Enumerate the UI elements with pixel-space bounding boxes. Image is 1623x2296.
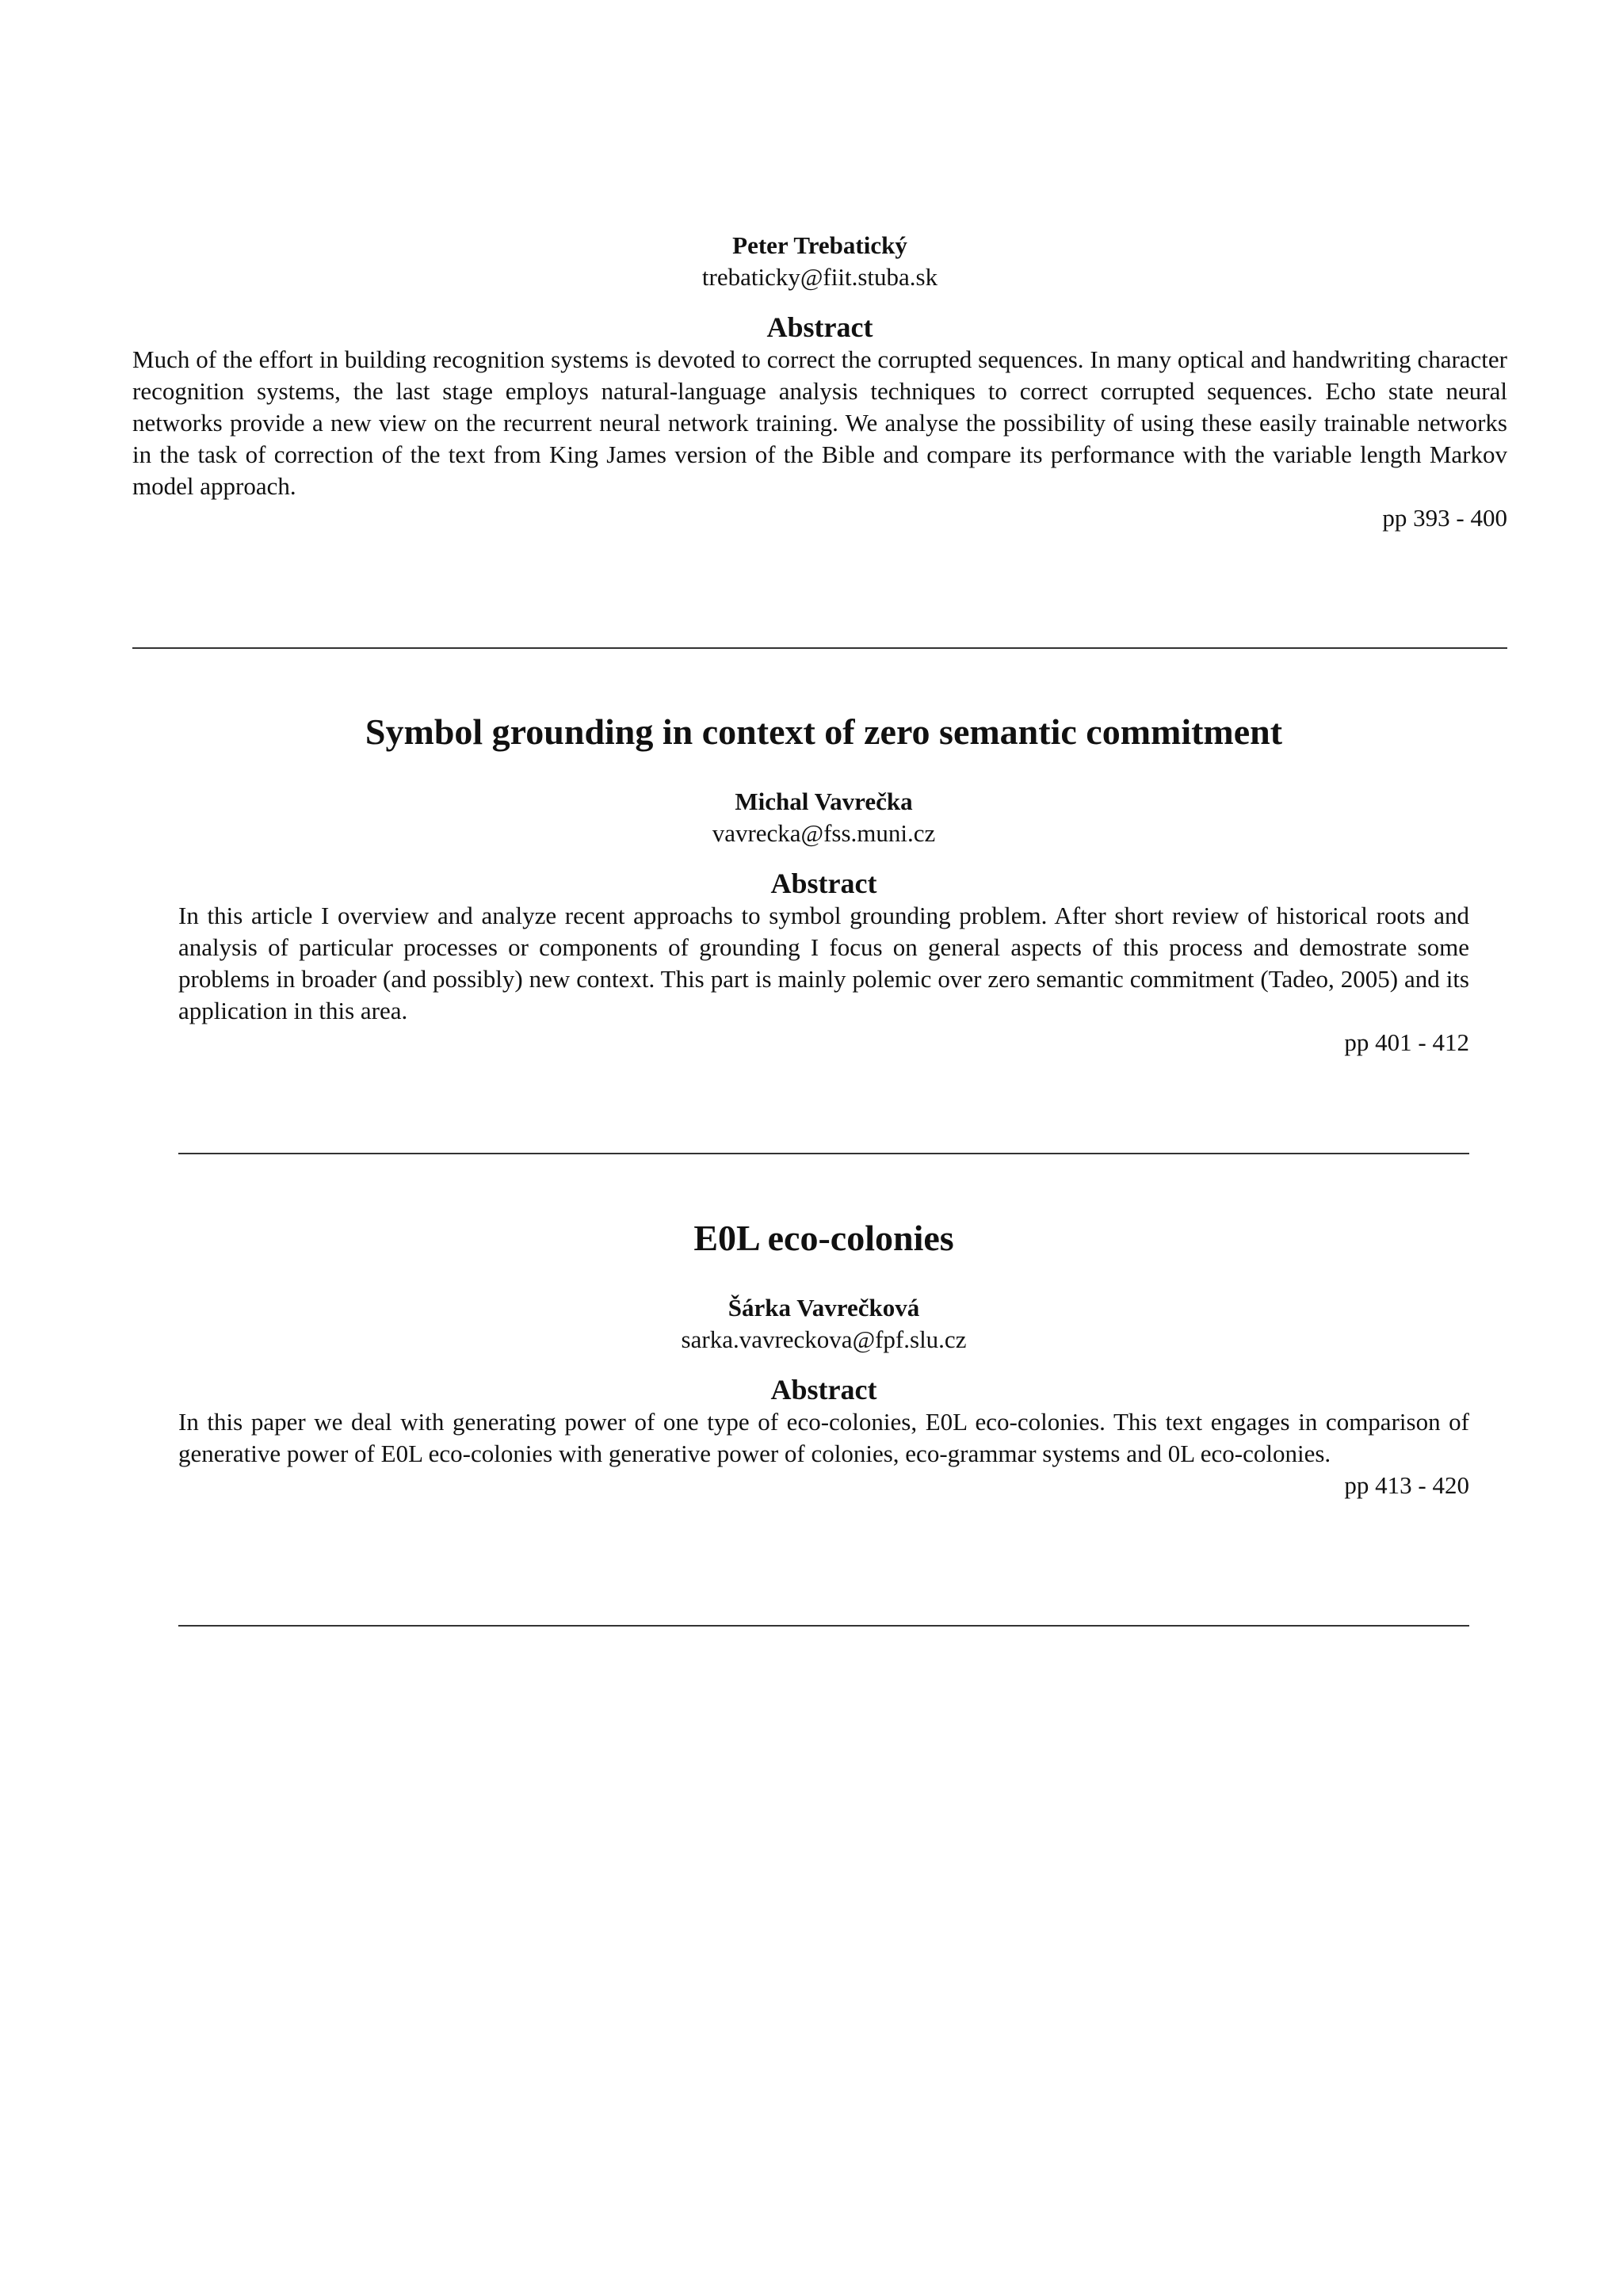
author-email: trebaticky@fiit.stuba.sk xyxy=(701,263,938,291)
paper-entry-symbol-grounding xyxy=(178,710,1469,1058)
author-name: Šárka Vavrečková xyxy=(727,1294,920,1322)
abstract-heading: Abstract xyxy=(766,311,873,343)
author-name: Peter Trebatický xyxy=(732,231,907,259)
page-range: pp 413 - 420 xyxy=(1344,1471,1469,1499)
paper-title: Symbol grounding in context of zero semantic commitment xyxy=(365,711,1283,752)
abstract-heading: Abstract xyxy=(770,868,877,899)
abstract-text: In this paper we deal with generating power of one type of eco-colonies, E0L eco-colonies. This text engages in comparison of generative power of E0L eco-colonies with generative power of colonies, eco-grammar systems and 0L eco-colonies. xyxy=(178,1408,1469,1467)
author-email: sarka.vavreckova@fpf.slu.cz xyxy=(681,1325,967,1353)
section-divider xyxy=(132,647,1507,649)
section-divider xyxy=(178,1625,1469,1627)
paper-entry-e0l-eco-colonies xyxy=(178,1216,1469,1501)
author-email: vavrecka@fss.muni.cz xyxy=(712,819,936,847)
page-range: pp 393 - 400 xyxy=(1382,504,1507,532)
author-name: Michal Vavrečka xyxy=(735,788,913,815)
abstract-text: In this article I overview and analyze recent approachs to symbol grounding problem. After short review of historical roots and analysis of particular processes or components of grounding I focus on general aspects of this process and demostrate some problems in broader (and possibly) new context. This part is mainly polemic over zero semantic commitment (Tadeo, 2005) and its application in this area. xyxy=(178,902,1469,1024)
abstract-heading: Abstract xyxy=(770,1374,877,1405)
page-range: pp 401 - 412 xyxy=(1344,1028,1469,1056)
abstract-text: Much of the effort in building recognition systems is devoted to correct the corrupted sequences. In many optical and handwriting character recognition systems, the last stage employs natural-language analysis techniques to correct corrupted sequences. Echo state neural networks provide a new view on the recurrent neural network training. We analyse the possibility of using these easily trainable networks in the task of correction of the text from King James version of the Bible and compare its performance with the variable length Markov model approach. xyxy=(132,345,1507,500)
paper-title: E0L eco-colonies xyxy=(693,1218,954,1258)
paper-entry-trebaticky xyxy=(132,230,1507,534)
section-divider xyxy=(178,1153,1469,1154)
